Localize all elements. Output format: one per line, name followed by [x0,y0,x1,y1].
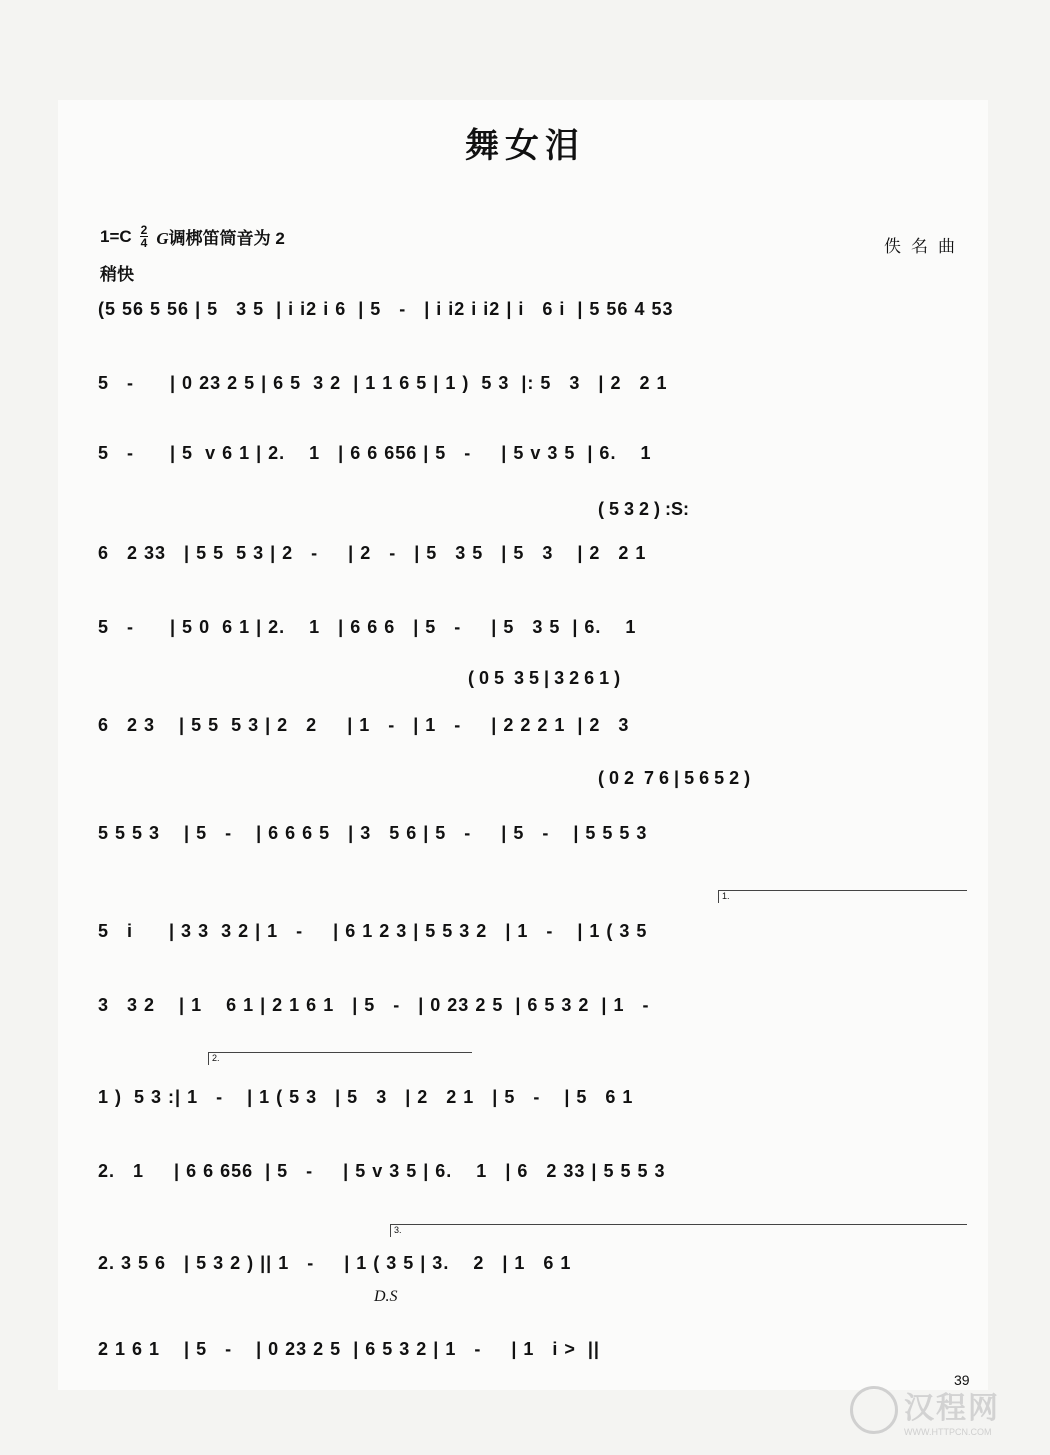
time-bottom: 4 [140,236,148,250]
aux-line-3: ( 0 2 7 6 | 5 6 5 2 ) [598,768,751,788]
notation-row: 6 2 3 | 5 5 5 3 | 2 2 | 1 - | 1 - | 2 2 2 1 | 2 3 [98,715,630,735]
notation-row: 2. 3 5 6 | 5 3 2 ) || 1 - | 1 ( 3 5 | 3. 2 | 1 6 1 [98,1253,572,1273]
watermark [850,1380,1040,1440]
tempo-marking: 稍快 [100,265,134,284]
notation-row: 5 - | 5 v 6 1 | 2. 1 | 6 6 656 | 5 - | 5 v 3 5 | 6. 1 [98,443,652,463]
notation-row: 5 i | 3 3 3 2 | 1 - | 6 1 2 3 | 5 5 3 2 | 1 - | 1 ( 3 5 [98,921,648,941]
page-number: 39 [954,1372,970,1388]
notation-row: (5 56 5 56 | 5 3 5 | i i2 i 6 | 5 - | i i2 i i2 | i 6 i | 5 56 4 53 [98,299,674,319]
song-title: 舞女泪 [465,126,585,166]
volta-2: 2. [208,1052,472,1065]
notation-row: 5 - | 0 23 2 5 | 6 5 3 2 | 1 1 6 5 | 1 ) 5 3 |: 5 3 | 2 2 1 [98,373,668,393]
notation-row: 2 1 6 1 | 5 - | 0 23 2 5 | 6 5 3 2 | 1 - | 1 i > || [98,1339,600,1359]
notation-row: 5 5 5 3 | 5 - | 6 6 6 5 | 3 5 6 | 5 - | 5 - | 5 5 5 3 [98,823,648,843]
ds-mark: D.S [374,1288,398,1305]
score-sheet [58,100,988,1390]
watermark-name: 汉程网 [904,1392,1000,1425]
watermark-url: WWW.HTTPCN.COM [904,1427,992,1437]
composer: 佚名曲 [884,237,965,256]
volta-1: 1. [718,890,967,903]
aux-line-1: ( 5 3 2 ) :S: [598,499,690,519]
notation-row: 3 3 2 | 1 6 1 | 2 1 6 1 | 5 - | 0 23 2 5 | 6 5 3 2 | 1 - [98,995,650,1015]
flute-tip-text: 调梆笛筒音为 2 [168,229,285,248]
time-top: 2 [140,223,148,237]
flute-key-letter: G [156,229,169,248]
aux-line-2: ( 0 5 3 5 | 3 2 6 1 ) [468,668,621,688]
key-tonic: 1=C [100,226,132,246]
volta-3: 3. [390,1224,967,1237]
time-signature [140,224,149,249]
notation-row: 2. 1 | 6 6 656 | 5 - | 5 v 3 5 | 6. 1 | 6 2 33 | 5 5 5 3 [98,1161,666,1181]
key-signature [100,224,285,249]
notation-row: 5 - | 5 0 6 1 | 2. 1 | 6 6 6 | 5 - | 5 3 5 | 6. 1 [98,617,637,637]
watermark-logo-icon [850,1386,898,1434]
notation-row: 6 2 33 | 5 5 5 3 | 2 - | 2 - | 5 3 5 | 5 3 | 2 2 1 [98,543,647,563]
notation-row: 1 ) 5 3 :| 1 - | 1 ( 5 3 | 5 3 | 2 2 1 | 5 - | 5 6 1 [98,1087,634,1107]
flute-tip [156,224,284,249]
